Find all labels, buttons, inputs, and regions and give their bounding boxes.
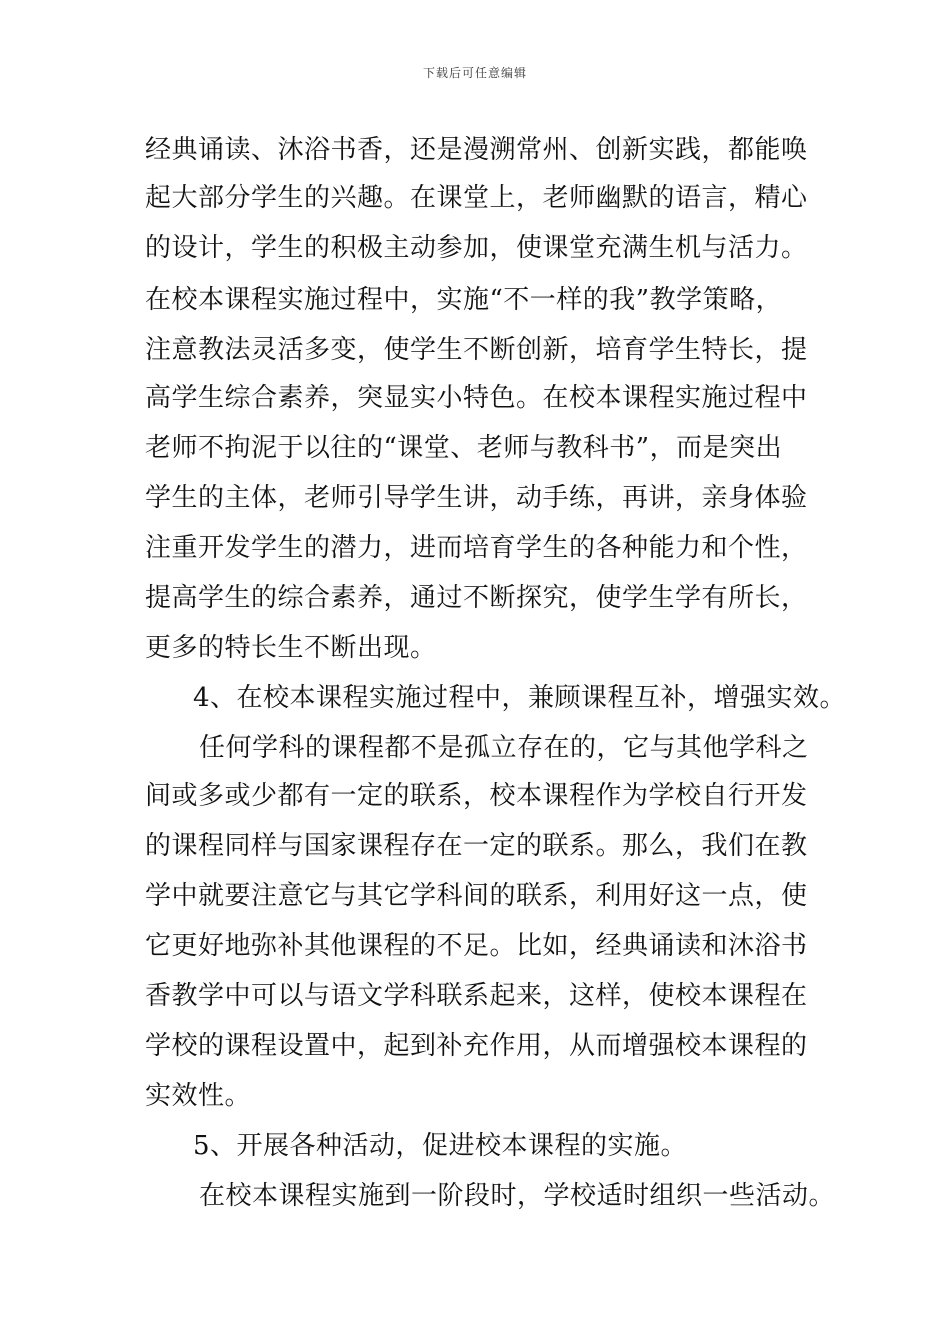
text-line: 提高学生的综合素养，通过不断探究，使学生学有所长，: [145, 583, 808, 613]
paragraph-first-line: 任何学科的课程都不是孤立存在的，它与其他学科之: [199, 733, 809, 763]
section-heading-4: 4、在校本课程实施过程中，兼顾课程互补，增强实效。: [193, 683, 847, 713]
text-line: 它更好地弥补其他课程的不足。比如，经典诵读和沐浴书: [145, 931, 808, 961]
text-line: 高学生综合素养，突显实小特色。在校本课程实施过程中: [145, 383, 808, 413]
section-heading-5: 5、开展各种活动，促进校本课程的实施。: [193, 1131, 688, 1161]
text-line: 学生的主体，老师引导学生讲，动手练，再讲，亲身体验: [145, 483, 808, 513]
paragraph-first-line: 在校本课程实施到一阶段时，学校适时组织一些活动。: [199, 1181, 836, 1211]
text-line: 注重开发学生的潜力，进而培育学生的各种能力和个性，: [145, 533, 808, 563]
text-line: 注意教法灵活多变，使学生不断创新，培育学生特长，提: [145, 335, 808, 365]
text-line: 在校本课程实施过程中，实施“不一样的我”教学策略，: [145, 285, 783, 315]
text-line: 的设计，学生的积极主动参加，使课堂充满生机与活力。: [145, 233, 808, 263]
text-line: 老师不拘泥于以往的“课堂、老师与教科书”，而是突出: [145, 433, 783, 463]
text-line: 间或多或少都有一定的联系，校本课程作为学校自行开发: [145, 781, 808, 811]
text-line: 学中就要注意它与其它学科间的联系，利用好这一点，使: [145, 881, 808, 911]
text-line: 更多的特长生不断出现。: [145, 633, 437, 663]
text-line: 经典诵读、沐浴书香，还是漫溯常州、创新实践，都能唤: [145, 135, 808, 165]
page-header: 下载后可任意编辑: [422, 66, 527, 80]
text-line: 起大部分学生的兴趣。在课堂上，老师幽默的语言，精心: [145, 183, 808, 213]
text-line: 香教学中可以与语文学科联系起来，这样，使校本课程在: [145, 981, 808, 1011]
text-line: 学校的课程设置中，起到补充作用，从而增强校本课程的: [145, 1031, 808, 1061]
text-line: 实效性。: [145, 1081, 252, 1111]
text-line: 的课程同样与国家课程存在一定的联系。那么，我们在教: [145, 831, 808, 861]
